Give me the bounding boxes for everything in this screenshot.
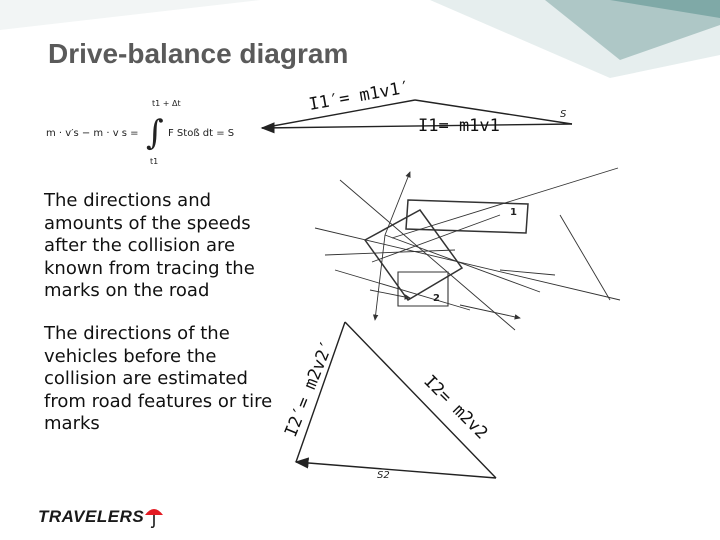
vehicle-1-label: 1 bbox=[510, 207, 517, 218]
sketch-arrow-v2 bbox=[375, 235, 385, 320]
s2-vector bbox=[296, 462, 496, 478]
i1-label: I1= m1v1 bbox=[418, 116, 500, 136]
sketch-line-g bbox=[325, 250, 455, 255]
slide-title: Drive-balance diagram bbox=[48, 38, 349, 69]
umbrella-icon bbox=[144, 505, 164, 529]
crash-sketch bbox=[315, 168, 620, 330]
formula-integrand: F Stoß dt = S bbox=[168, 128, 235, 139]
text-block-after-collision: The directions and amounts of the speeds after the collision are known from tracing the marks on the road bbox=[44, 190, 255, 301]
integral-sign: ∫ bbox=[146, 113, 164, 153]
travelers-logo bbox=[38, 502, 164, 532]
sketch-line-c bbox=[385, 235, 540, 292]
formula-lhs: m · v′s − m · v s = bbox=[46, 128, 139, 139]
s-vector-label: S bbox=[560, 109, 567, 120]
vehicle-2-label: 2 bbox=[433, 293, 440, 304]
text-block-before-collision: The directions of the vehicles before the collision are estimated from road features or tire marks bbox=[44, 323, 273, 434]
i2-vector bbox=[345, 322, 496, 478]
sketch-arrow-v2x bbox=[460, 305, 520, 318]
formula-upper-limit: t1 + Δt bbox=[152, 99, 181, 108]
i1-prime-label: I1′= m1v1′ bbox=[307, 77, 412, 115]
sketch-line-e bbox=[372, 215, 500, 262]
s-vector bbox=[262, 124, 572, 128]
formula-lower-limit: t1 bbox=[150, 157, 159, 166]
i2-prime-label: I2′= m2v2′ bbox=[281, 337, 338, 440]
logo-text: TRAVELERS bbox=[38, 507, 145, 526]
s2-vector-label: S2 bbox=[377, 470, 390, 481]
sketch-line-h bbox=[500, 270, 555, 275]
i2-label: I2= m2v2 bbox=[419, 371, 492, 444]
